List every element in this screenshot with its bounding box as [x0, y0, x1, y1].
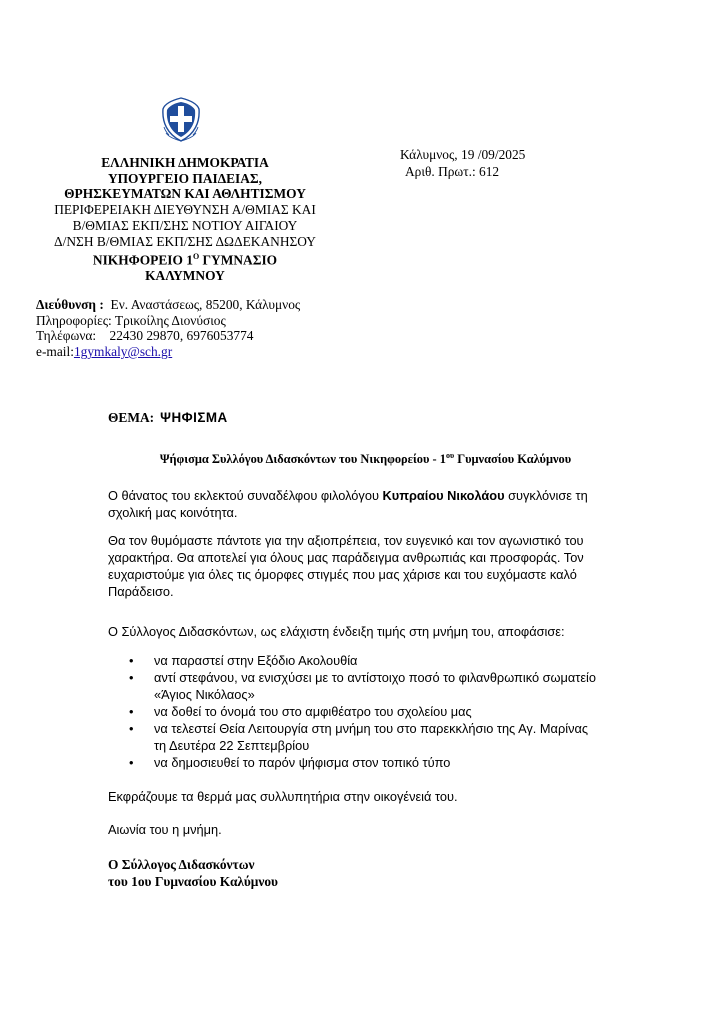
protocol-number: Αριθ. Πρωτ.: 612 — [405, 163, 500, 179]
bullet-icon: • — [129, 721, 134, 736]
list-item: • να δοθεί το όνομά του στο αμφιθέατρο του σχολείου μας — [129, 704, 472, 719]
subject-title: ΨΗΦΙΣΜΑ — [160, 410, 228, 425]
address-line: Διεύθυνση : Εν. Αναστάσεως, 85200, Κάλυμνος — [36, 297, 301, 312]
contact-info — [36, 297, 300, 360]
signature-line-2: του 1ου Γυμνασίου Καλύμνου — [108, 874, 278, 889]
email-link[interactable]: 1gymkaly@sch.gr — [73, 344, 173, 360]
signature-block — [108, 856, 278, 890]
bullet-icon: • — [129, 670, 134, 685]
list-item: • να τελεστεί Θεία Λειτουργία στη μνήμη του στο παρεκκλήσιο της Αγ. Μαρίνας τη Δευτέρα 22 Σεπτεμβρίου — [129, 721, 589, 753]
letterhead-line: ΕΛΛΗΝΙΚΗ ΔΗΜΟΚΡΑΤΙΑ — [101, 155, 269, 170]
letterhead-line: Δ/ΝΣΗ Β/ΘΜΙΑΣ ΕΚΠ/ΣΗΣ ΔΩΔΕΚΑΝΗΣΟΥ — [54, 233, 316, 249]
paragraph-condolences: Εκφράζουμε τα θερμά μας συλλυπητήρια στην οικογένειά του. — [108, 789, 458, 804]
greek-state-seal-icon — [161, 97, 201, 142]
list-item: • να παραστεί στην Εξόδιο Ακολουθία — [129, 653, 358, 668]
school-city: ΚΑΛΥΜΝΟΥ — [145, 268, 225, 284]
bullet-icon: • — [129, 755, 134, 770]
paragraph-1: Ο θάνατος του εκλεκτού συναδέλφου φιλολόγου Κυπραίου Νικολάου συγκλόνισε τη σχολική μας κοινότητα. — [108, 488, 588, 520]
letterhead-line: Β/ΘΜΙΑΣ ΕΚΠ/ΣΗΣ ΝΟΤΙΟΥ ΑΙΓΑΙΟΥ — [72, 217, 298, 233]
bullet-icon: • — [129, 704, 134, 719]
letterhead-line: ΠΕΡΙΦΕΡΕΙΑΚΗ ΔΙΕΥΘΥΝΣΗ Α/ΘΜΙΑΣ ΚΑΙ — [54, 202, 316, 218]
info-line: Πληροφορίες: Τρικοίλης Διονύσιος — [36, 312, 226, 328]
date-protocol-block — [400, 147, 525, 180]
bullet-icon: • — [129, 653, 134, 668]
paragraph-2: Θα τον θυμόμαστε πάντοτε για την αξιοπρέπεια, τον ευγενικό και τον αγωνιστικό του χαρακτήρα. Θα αποτελεί για όλους μας παράδειγμα ανθρωπιάς και προσφοράς. Τον ευχαριστούμε για όλες τις όμορφες στιγμές που μας χάρισε και του ευχόμαστε καλό Παράδεισο. — [108, 533, 584, 599]
list-item: • αντί στεφάνου, να ενισχύσει με το αντίστοιχο ποσό το φιλανθρωπικό σωματείο «Άγιος Νικόλαος» — [129, 670, 596, 702]
paragraph-3: Ο Σύλλογος Διδασκόντων, ως ελάχιστη ένδειξη τιμής στη μνήμη του, αποφάσισε: — [108, 624, 565, 639]
place-date: Κάλυμνος, 19 /09/2025 — [400, 147, 526, 162]
phone-line: Τηλέφωνα: 22430 29870, 6976053774 — [36, 328, 254, 344]
email-line: e-mail:1gymkaly@sch.gr — [36, 344, 173, 360]
paragraph-memory: Αιωνία του η μνήμη. — [108, 822, 222, 837]
subject-line — [108, 410, 228, 426]
resolution-title: Ψήφισμα Συλλόγου Διδασκόντων του Νικηφορείου - $1^{o\upsilon}$ Γυμνασίου Καλύμνου — [159, 451, 572, 466]
school-name: ΝΙΚΗΦΟΡΕΙΟ $1^O$ ΓΥΜΝΑΣΙΟ — [92, 252, 278, 268]
list-item: • να δημοσιευθεί το παρόν ψήφισμα στον τοπικό τύπο — [129, 755, 451, 770]
deceased-name: Κυπραίου Νικολάου — [382, 488, 505, 503]
signature-line-1: Ο Σύλλογος Διδασκόντων — [108, 857, 255, 872]
letterhead — [26, 155, 344, 284]
decisions-list — [129, 652, 599, 771]
subject-label: ΘΕΜΑ: — [108, 410, 155, 425]
letterhead-line: ΥΠΟΥΡΓΕΙΟ ΠΑΙΔΕΙΑΣ, — [107, 170, 263, 186]
letterhead-line: ΘΡΗΣΚΕΥΜΑΤΩΝ ΚΑΙ ΑΘΛΗΤΙΣΜΟΥ — [64, 186, 306, 202]
